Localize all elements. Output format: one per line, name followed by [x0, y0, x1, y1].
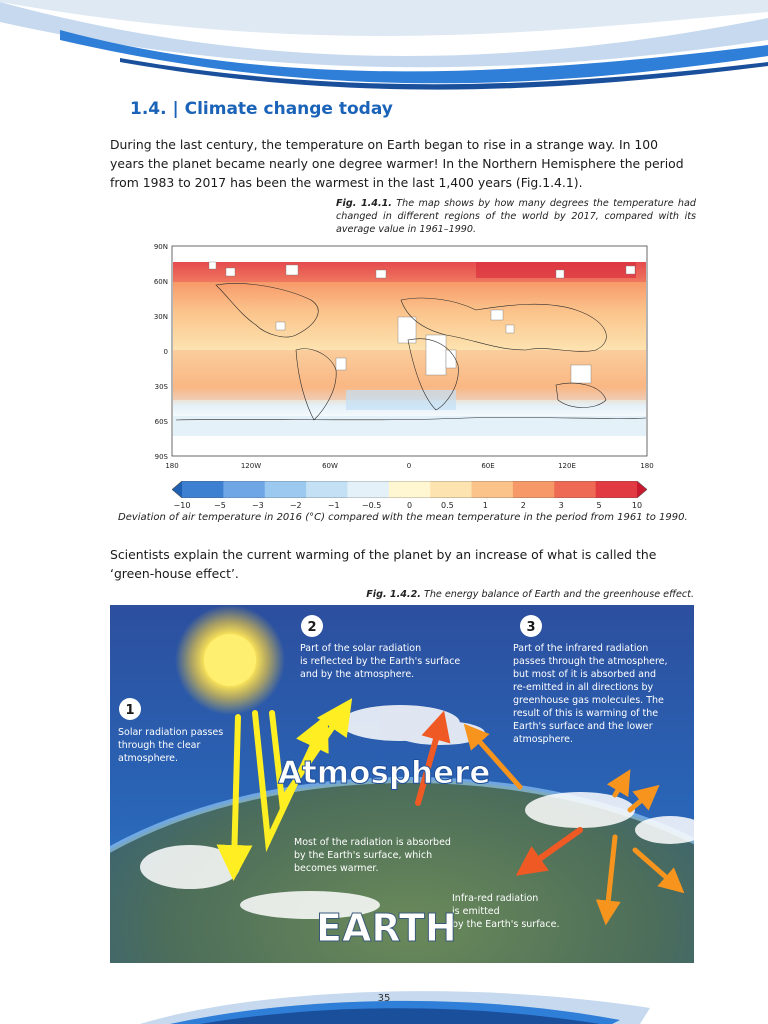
lon-label: 120E: [558, 462, 576, 470]
colorbar-swatch: [513, 481, 555, 498]
colorbar-tick-label: 0.5: [441, 501, 454, 510]
step-3-number: 3: [526, 620, 536, 635]
colorbar-swatch: [596, 481, 638, 498]
figure2-label: Fig. 1.4.2.: [366, 589, 421, 600]
lat-label: 90S: [154, 453, 168, 461]
colorbar-swatch: [223, 481, 265, 498]
colorbar-swatch: [347, 481, 389, 498]
lat-label: 30S: [154, 383, 168, 391]
colorbar-tick-label: 3: [558, 501, 564, 510]
absorbed-radiation-text: Most of the radiation is absorbed by the Earth's surface, which becomes warmer.: [294, 837, 451, 874]
figure1-caption-text: The map shows by how many degrees the temperature had changed in different regions of the world by 2017, compared with its average value in 1961–1990.: [336, 198, 696, 235]
colorbar-swatch: [389, 481, 431, 498]
lon-label: 0: [406, 462, 412, 470]
lat-label: 30N: [153, 313, 168, 321]
colorbar-swatch: [306, 481, 348, 498]
colorbar-swatch: [430, 481, 472, 498]
step-1-number: 1: [125, 703, 135, 718]
colorbar-tick-labels: [172, 501, 647, 512]
infrared-emission-text: Infra-red radiation is emitted by the Earth's surface.: [452, 893, 560, 930]
lat-label: 0: [163, 348, 168, 356]
figure2-caption-text: The energy balance of Earth and the greenhouse effect.: [423, 589, 694, 600]
lon-label: 120W: [240, 462, 262, 470]
section-title: 1.4. | Climate change today: [130, 99, 393, 119]
figure1-caption: [336, 197, 696, 236]
colorbar-tick-label: −0.5: [361, 501, 382, 510]
colorbar-tick-label: 2: [520, 501, 526, 510]
lat-label: 60S: [154, 418, 168, 426]
lat-label: 90N: [153, 243, 168, 251]
colorbar-tick-label: 0: [406, 501, 413, 510]
colorbar-swatch: [554, 481, 596, 498]
colorbar-swatch: [472, 481, 514, 498]
colorbar-caption: Deviation of air temperature in 2016 (°C) compared with the mean temperature in the period from 1961 to 1990.: [118, 512, 688, 523]
figure2-caption: [300, 589, 694, 600]
intro-paragraph: During the last century, the temperature on Earth began to rise in a strange way. In 100 years the planet became nearly one degree warmer! In the Northern Hemisphere the period from 1983 to 2017 has been the warmest in the last 1,400 years (Fig.1.4.1).: [110, 137, 684, 190]
colorbar-tick-label: 5: [596, 501, 602, 510]
step-2-number: 2: [307, 620, 317, 635]
greenhouse-effect-illustration: [110, 605, 694, 963]
page-number: 35: [377, 993, 391, 1004]
lon-label: 180: [165, 462, 179, 470]
colorbar-tick-label: −1: [327, 501, 340, 510]
lon-label: 60E: [481, 462, 495, 470]
step-2-text: Part of the solar radiation is reflected by the Earth's surface and by the atmosphere.: [300, 643, 461, 680]
lon-label: 60W: [322, 462, 338, 470]
atmosphere-label: Atmosphere: [278, 755, 491, 791]
colorbar-tick-label: 10: [631, 501, 643, 510]
colorbar-tick-label: −10: [173, 501, 191, 510]
temperature-colorbar: [172, 481, 647, 498]
step-1-text: Solar radiation passes through the clear atmosphere.: [118, 727, 224, 764]
step-3-badge: [520, 615, 542, 637]
header-wave-decoration: [0, 0, 768, 100]
earth-label: EARTH: [316, 906, 457, 950]
figure1-label: Fig. 1.4.1.: [336, 198, 392, 209]
step-3-text: Part of the infrared radiation passes through the atmosphere, but most of it is absorbed and re-emitted in all directions by greenhouse gas molecules. The result of this is warming of the Earth's surface and the lower atmosphere.: [513, 643, 668, 745]
colorbar-tick-label: −3: [251, 501, 264, 510]
colorbar-tick-label: 1: [482, 501, 488, 510]
colorbar-swatch: [182, 481, 224, 498]
temperature-anomaly-map: [146, 240, 656, 472]
lat-label: 60N: [153, 278, 168, 286]
colorbar-swatch: [637, 481, 647, 498]
colorbar-swatch: [172, 481, 182, 498]
colorbar-tick-label: −2: [289, 501, 302, 510]
colorbar-tick-label: −5: [214, 501, 226, 510]
colorbar-swatch: [265, 481, 307, 498]
lon-label: 180: [640, 462, 654, 470]
step-2-badge: [301, 615, 323, 637]
step-1-badge: [119, 698, 141, 720]
greenhouse-paragraph: Scientists explain the current warming of the planet by an increase of what is called the ‘green-house effect’.: [110, 547, 657, 581]
